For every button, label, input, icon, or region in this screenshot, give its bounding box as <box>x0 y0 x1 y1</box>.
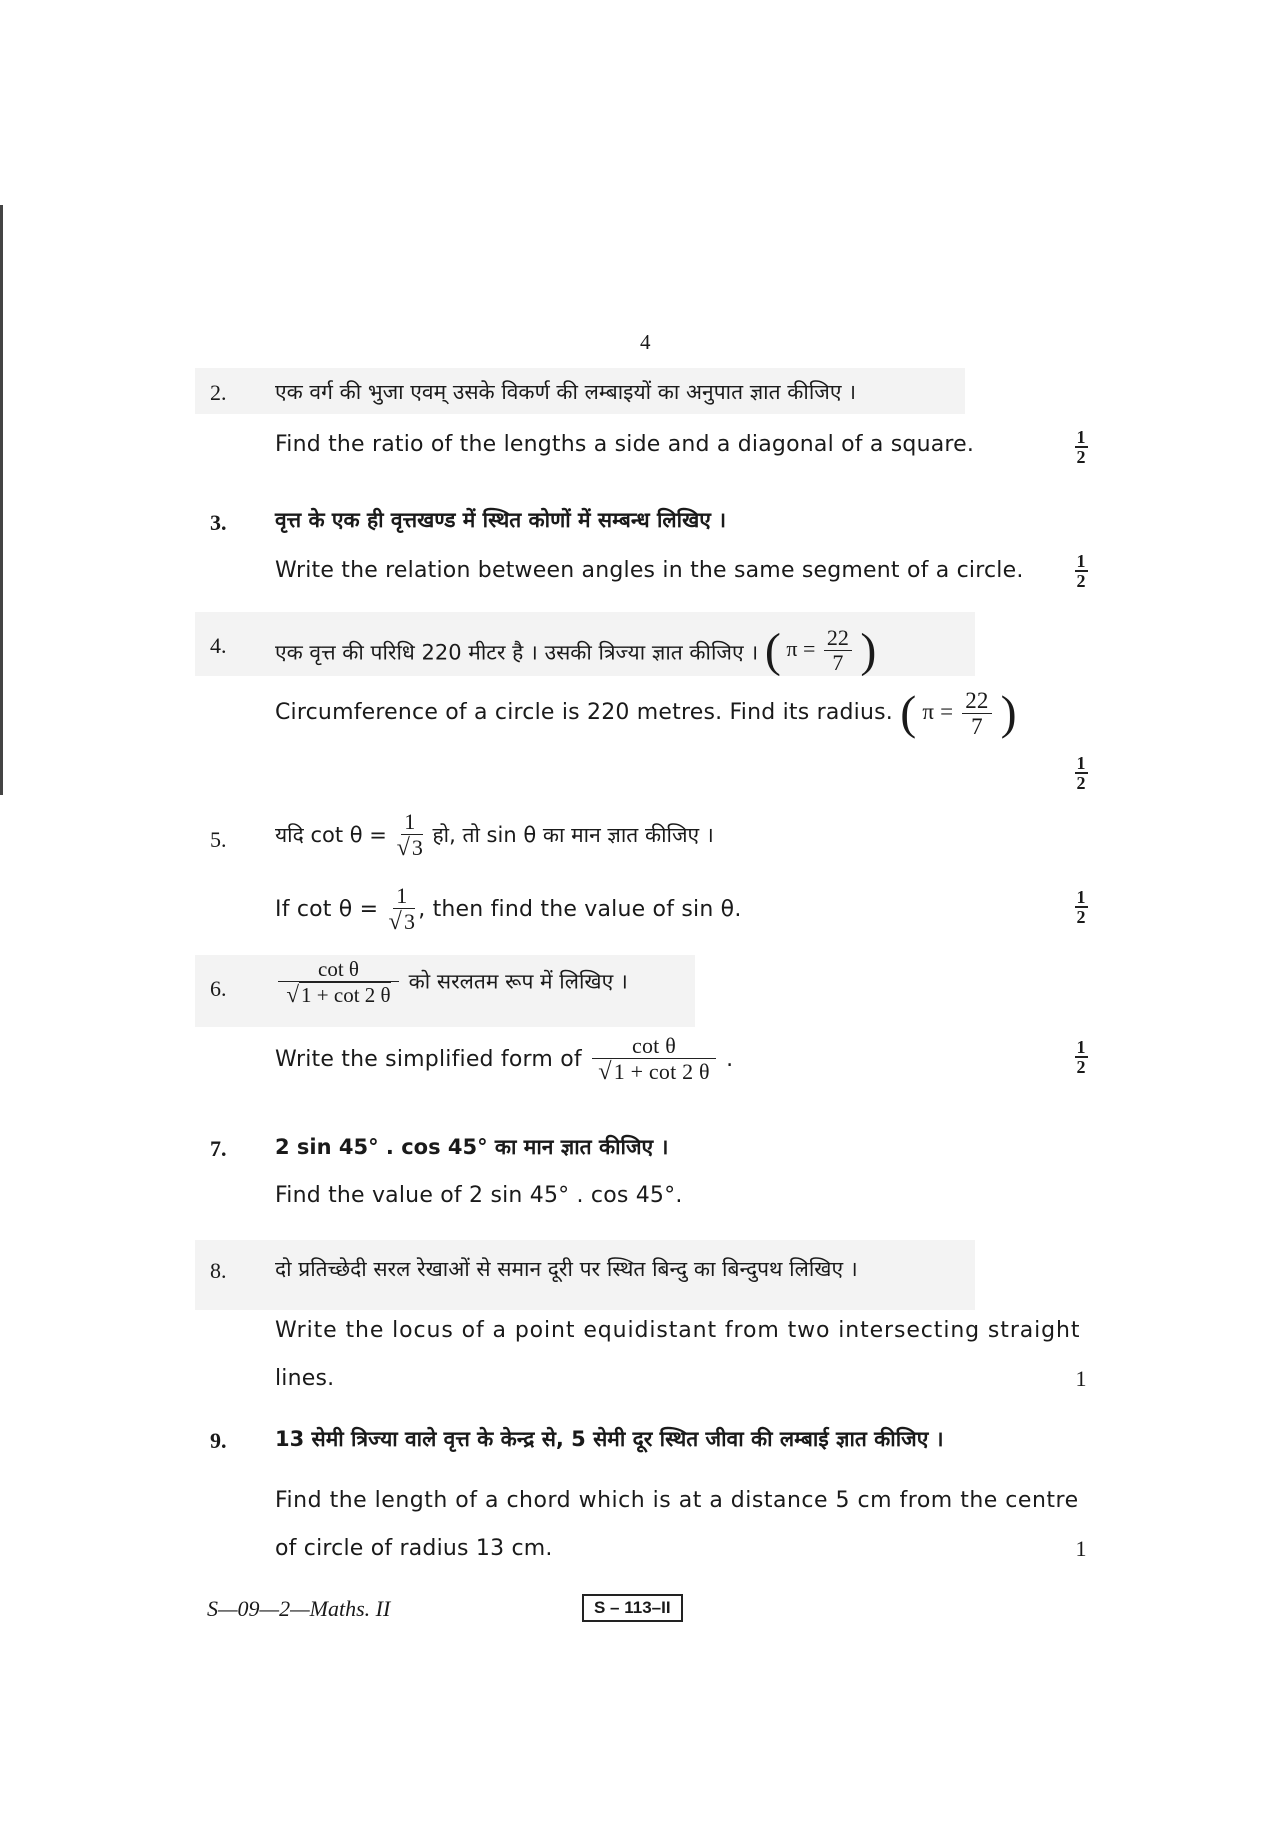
marks: $\frac{1}{2}$ <box>1076 427 1086 467</box>
page-number: 4 <box>640 330 651 354</box>
footer-paper-code: S – 113–II <box>582 1594 683 1622</box>
question-english: Write the simplified form of $\frac{\text{cot θ}}{√1 + \cot 2 \theta}$ . <box>275 1033 734 1086</box>
question-number: 4. <box>210 633 227 658</box>
question-number: 8. <box>210 1258 227 1283</box>
question-english: Find the ratio of the lengths a side and a diagonal of a square. <box>275 432 975 457</box>
marks: 1 <box>1075 1536 1087 1561</box>
footer-subject-code: S—09—2—Maths. II <box>207 1596 391 1621</box>
question-hindi: 2 sin 45° . cos 45° का मान ज्ञात कीजिए । <box>275 1135 669 1159</box>
scan-edge <box>0 205 3 795</box>
marks: $\frac{1}{2}$ <box>1076 1037 1086 1077</box>
question-number: 7. <box>210 1136 227 1161</box>
question-hindi: एक वर्ग की भुजा एवम् उसके विकर्ण की लम्बाइयों का अनुपात ज्ञात कीजिए । <box>275 380 857 404</box>
question-number: 2. <box>210 380 227 405</box>
question-hindi: $\frac{\text{cot θ}}{√1 + \cot 2 \theta}$ को सरलतम रूप में लिखिए । <box>275 958 628 1007</box>
question-english-line-1: Write the locus of a point equidistant from two intersecting straight <box>275 1318 1081 1343</box>
question-english: Find the value of 2 sin 45° . cos 45°. <box>275 1183 683 1208</box>
question-hindi: 13 सेमी त्रिज्या वाले वृत्त के केन्द्र से, 5 सेमी दूर स्थित जीवा की लम्बाई ज्ञात कीजिए । <box>275 1427 944 1451</box>
question-number: 5. <box>210 827 227 852</box>
marks: $\frac{1}{2}$ <box>1076 887 1086 927</box>
question-number: 9. <box>210 1428 227 1453</box>
question-hindi: एक वृत्त की परिधि 220 मीटर है । उसकी त्रिज्या ज्ञात कीजिए । ( π = $\frac{22}{7}$ ) <box>275 623 877 677</box>
question-english: Write the relation between angles in the same segment of a circle. <box>275 558 1024 583</box>
question-english-line-2: lines. <box>275 1366 335 1391</box>
question-number: 3. <box>210 510 227 535</box>
question-english-line-2: of circle of radius 13 cm. <box>275 1536 553 1561</box>
question-english-line-1: Find the length of a chord which is at a distance 5 cm from the centre <box>275 1488 1079 1513</box>
marks: 1 <box>1075 1366 1087 1391</box>
marks: $\frac{1}{2}$ <box>1076 551 1086 591</box>
question-hindi: वृत्त के एक ही वृत्तखण्ड में स्थित कोणों में सम्बन्ध लिखिए । <box>275 508 727 532</box>
marks: $\frac{1}{2}$ <box>1076 753 1086 793</box>
question-number: 6. <box>210 976 227 1001</box>
question-english: If cot θ = $\frac{1}{√3}$ , then find the value of sin θ. <box>275 883 742 936</box>
question-hindi: यदि cot θ = $\frac{1}{√3}$ हो, तो sin θ का मान ज्ञात कीजिए । <box>275 809 714 862</box>
question-hindi: दो प्रतिच्छेदी सरल रेखाओं से समान दूरी पर स्थित बिन्दु का बिन्दुपथ लिखिए । <box>275 1257 858 1281</box>
question-english: Circumference of a circle is 220 metres. Find its radius. ( π = $\frac{22}{7}$ ) <box>275 686 1017 740</box>
